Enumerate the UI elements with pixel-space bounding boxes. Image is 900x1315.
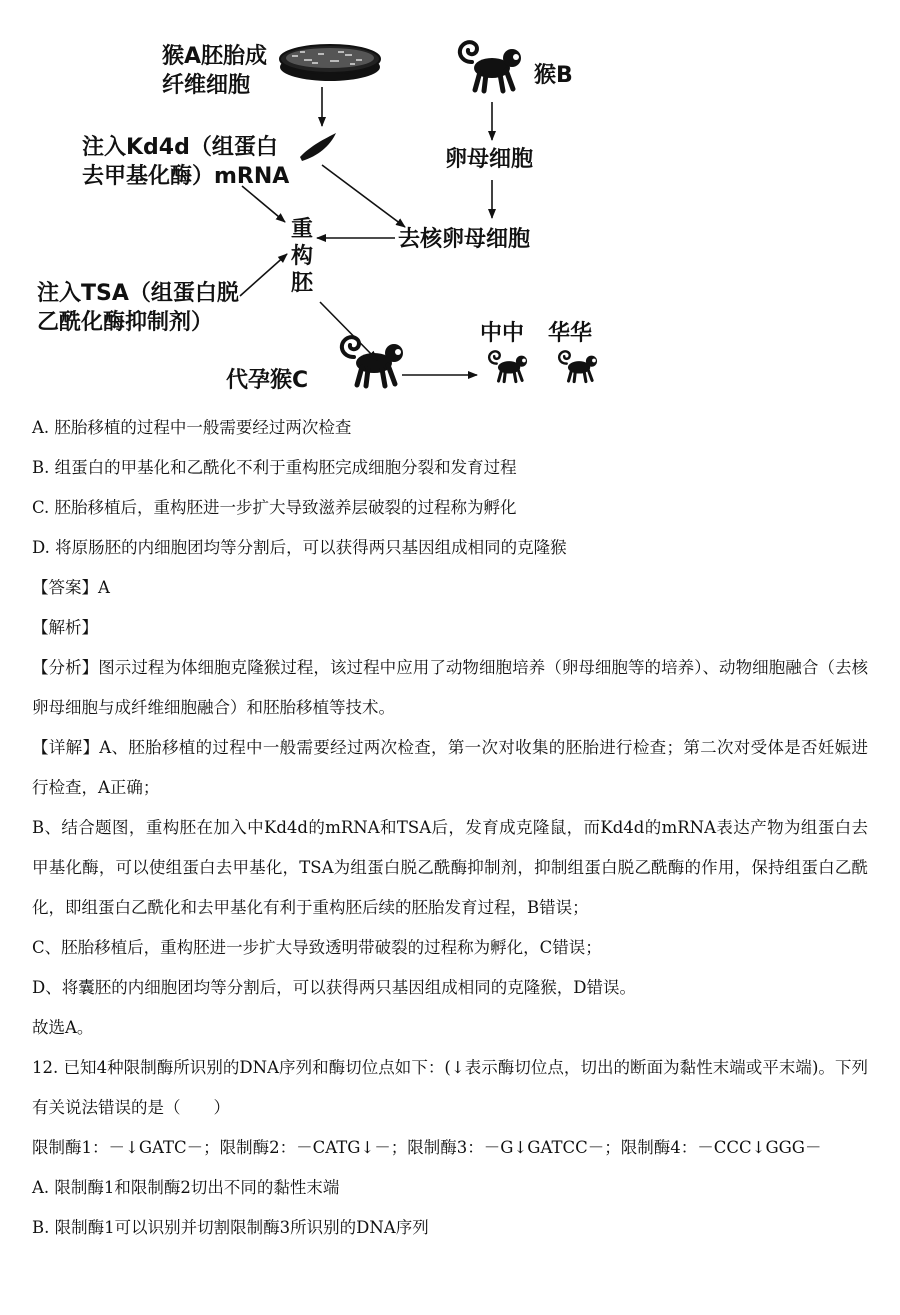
q11-analysis-heading: 【解析】 bbox=[32, 618, 98, 637]
label-surrogate-c: 代孕猴C bbox=[226, 368, 309, 393]
q11-detail-c: C、胚胎移植后，重构胚进一步扩大导致透明带破裂的过程称为孵化，C错误； bbox=[32, 938, 602, 957]
monkey-b-icon bbox=[460, 42, 521, 91]
q12-option-b: B. 限制酶1可以识别并切割限制酶3所识别的DNA序列 bbox=[32, 1218, 429, 1237]
document-body bbox=[32, 408, 868, 1248]
fibroblast-cell-icon bbox=[300, 133, 336, 161]
label-inject-kd4d: 注入Kd4d（组蛋白去甲基化酶）mRNA bbox=[82, 135, 290, 189]
q11-conclusion: 故选A。 bbox=[32, 1018, 94, 1037]
surrogate-monkey-icon bbox=[342, 337, 403, 386]
q11-option-a: A. 胚胎移植的过程中一般需要经过两次检查 bbox=[32, 418, 352, 437]
label-monkey-a-cells: 猴A胚胎成纤维细胞 bbox=[162, 44, 268, 98]
label-inject-tsa: 注入TSA（组蛋白脱乙酰化酶抑制剂） bbox=[37, 281, 239, 335]
label-zhongzhong: 中中 bbox=[480, 321, 525, 346]
q12-stem: 12. 已知4种限制酶所识别的DNA序列和酶切位点如下：(↓表示酶切位点，切出的断面为黏性末端或平末端)。下列有关说法错误的是（ ） bbox=[32, 1058, 868, 1117]
q11-detail-b: B、结合题图，重构胚在加入中Kd4d的mRNA和TSA后，发育成克隆鼠，而Kd4d的mRNA表达产物为组蛋白去甲基化酶，可以使组蛋白去甲基化，TSA为组蛋白脱乙酰酶抑制剂，抑制组蛋白脱乙酰酶的作用，保持组蛋白乙酰化，即组蛋白乙酰化和去甲基化有利于重构胚后续的胚胎发育过程，B错误； bbox=[32, 818, 868, 917]
q11-analysis-paragraph: 【分析】图示过程为体细胞克隆猴过程，该过程中应用了动物细胞培养（卵母细胞等的培养）、动物细胞融合（去核卵母细胞与成纤维细胞融合）和胚胎移植等技术。 bbox=[32, 658, 868, 717]
cloning-diagram bbox=[0, 0, 900, 405]
offspring-zhongzhong-icon bbox=[489, 351, 527, 381]
label-enucleated-oocyte: 去核卵母细胞 bbox=[398, 227, 531, 252]
q11-option-c: C. 胚胎移植后，重构胚进一步扩大导致滋养层破裂的过程称为孵化 bbox=[32, 498, 517, 517]
q12-option-a: A. 限制酶1和限制酶2切出不同的黏性末端 bbox=[32, 1178, 340, 1197]
label-reconstructed-embryo: 重构胚 bbox=[290, 217, 313, 296]
diagram-graphics bbox=[0, 0, 900, 405]
q11-answer: 【答案】A bbox=[32, 578, 110, 597]
label-huahua: 华华 bbox=[548, 321, 593, 346]
label-monkey-b: 猴B bbox=[534, 63, 573, 88]
label-oocyte: 卵母细胞 bbox=[445, 147, 534, 172]
q11-detail-a: 【详解】A、胚胎移植的过程中一般需要经过两次检查，第一次对收集的胚胎进行检查；第二次对受体是否妊娠进行检查，A正确； bbox=[32, 738, 868, 797]
q11-detail-d: D、将囊胚的内细胞团均等分割后，可以获得两只基因组成相同的克隆猴，D错误。 bbox=[32, 978, 636, 997]
offspring-huahua-icon bbox=[559, 351, 597, 381]
petri-dish-icon bbox=[280, 45, 380, 81]
q11-option-b: B. 组蛋白的甲基化和乙酰化不利于重构胚完成细胞分裂和发育过程 bbox=[32, 458, 517, 477]
q11-option-d: D. 将原肠胚的内细胞团均等分割后，可以获得两只基因组成相同的克隆猴 bbox=[32, 538, 567, 557]
q12-enzyme-list: 限制酶1：－↓GATC－；限制酶2：－CATG↓－；限制酶3：－G↓GATCC－；限制酶4：－CCC↓GGG－ bbox=[32, 1138, 822, 1157]
